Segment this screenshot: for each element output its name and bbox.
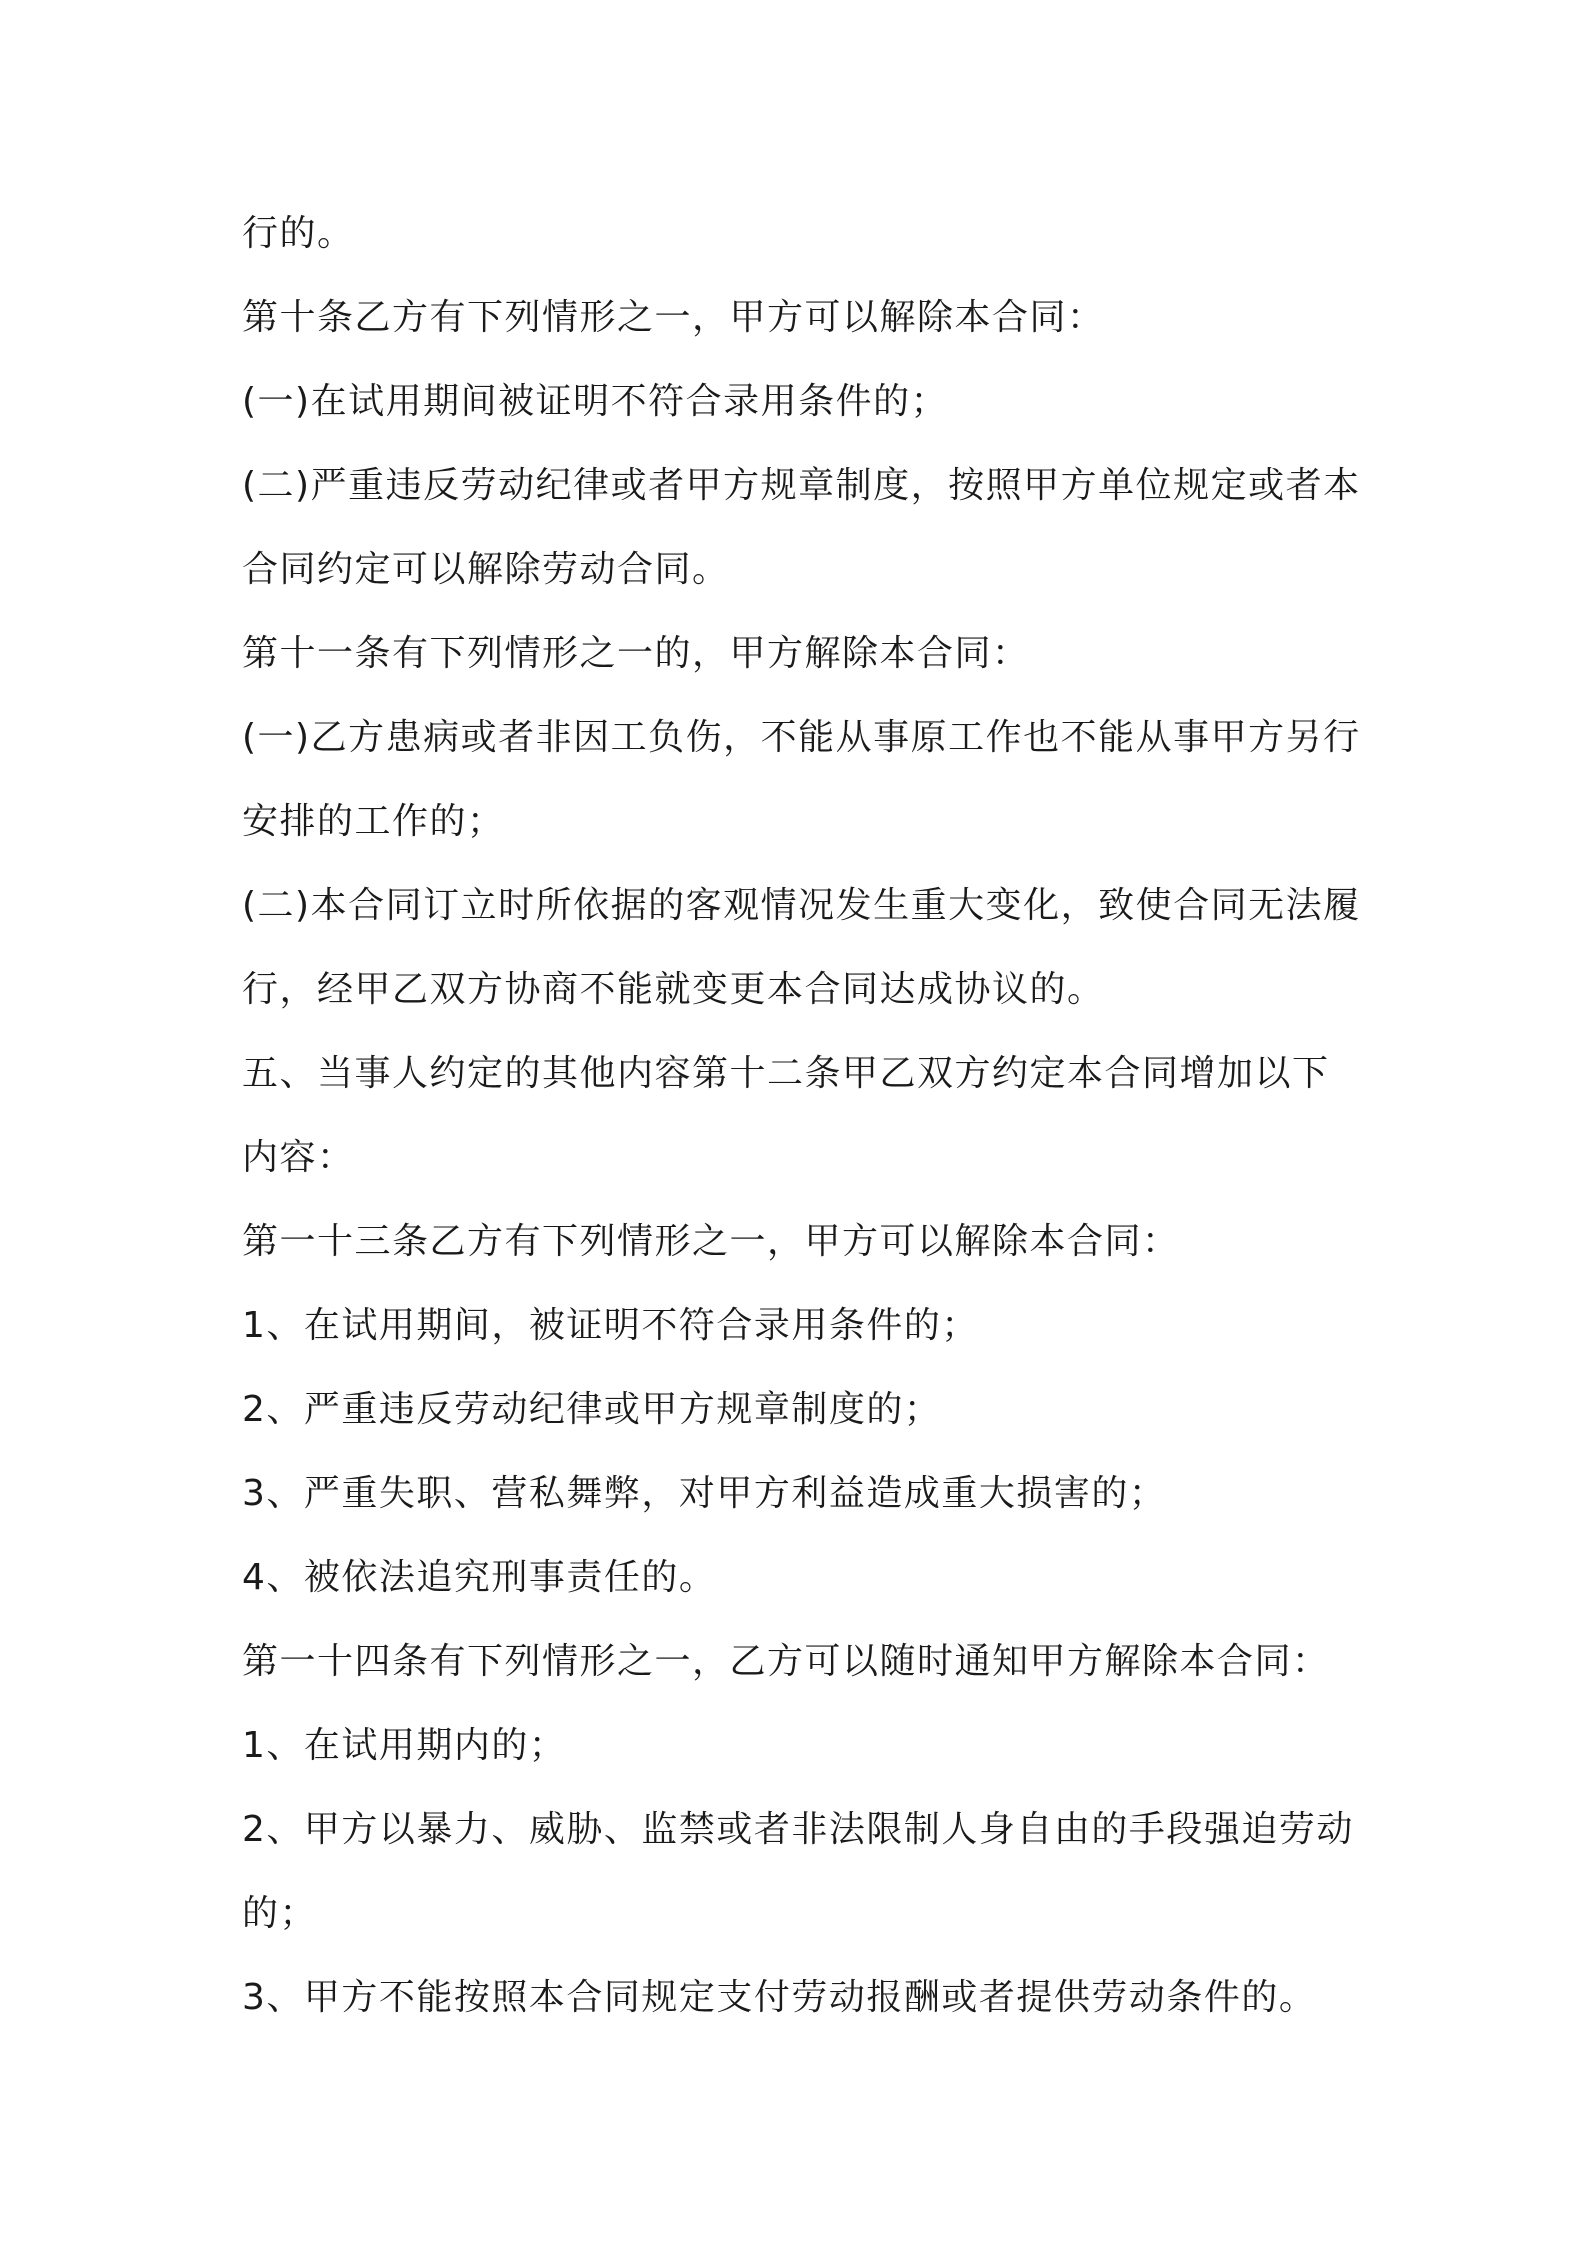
article-13-item-1: 1、在试用期间，被证明不符合录用条件的； (242, 1305, 979, 1346)
article-10-item-1: (一)在试用期间被证明不符合录用条件的； (242, 381, 949, 422)
document-body (242, 192, 1362, 2040)
article-13-heading: 第一十三条乙方有下列情形之一，甲方可以解除本合同： (242, 1221, 1180, 1262)
article-11-item-2: (二)本合同订立时所依据的客观情况发生重大变化，致使合同无法履行，经甲乙双方协商不能就变更本合同达成协议的。 (242, 885, 1361, 1010)
article-13-item-2: 2、严重违反劳动纪律或甲方规章制度的； (242, 1389, 942, 1430)
article-14-item-3: 3、甲方不能按照本合同规定支付劳动报酬或者提供劳动条件的。 (242, 1977, 1317, 2018)
article-11-heading: 第十一条有下列情形之一的，甲方解除本合同： (242, 633, 1030, 674)
article-13-item-3: 3、严重失职、营私舞弊，对甲方利益造成重大损害的； (242, 1473, 1167, 1514)
article-10-item-2: (二)严重违反劳动纪律或者甲方规章制度，按照甲方单位规定或者本合同约定可以解除劳动合同。 (242, 465, 1361, 590)
paragraph-continuation: 行的。 (242, 213, 355, 254)
article-14-item-2: 2、甲方以暴力、威胁、监禁或者非法限制人身自由的手段强迫劳动的； (242, 1809, 1354, 1934)
section-5-heading: 五、当事人约定的其他内容第十二条甲乙双方约定本合同增加以下内容： (242, 1053, 1330, 1178)
article-11-item-1: (一)乙方患病或者非因工负伤，不能从事原工作也不能从事甲方另行安排的工作的； (242, 717, 1361, 842)
article-14-item-1: 1、在试用期内的； (242, 1725, 567, 1766)
article-14-heading: 第一十四条有下列情形之一，乙方可以随时通知甲方解除本合同： (242, 1641, 1330, 1682)
article-10-heading: 第十条乙方有下列情形之一，甲方可以解除本合同： (242, 297, 1105, 338)
article-13-item-4: 4、被依法追究刑事责任的。 (242, 1557, 717, 1598)
